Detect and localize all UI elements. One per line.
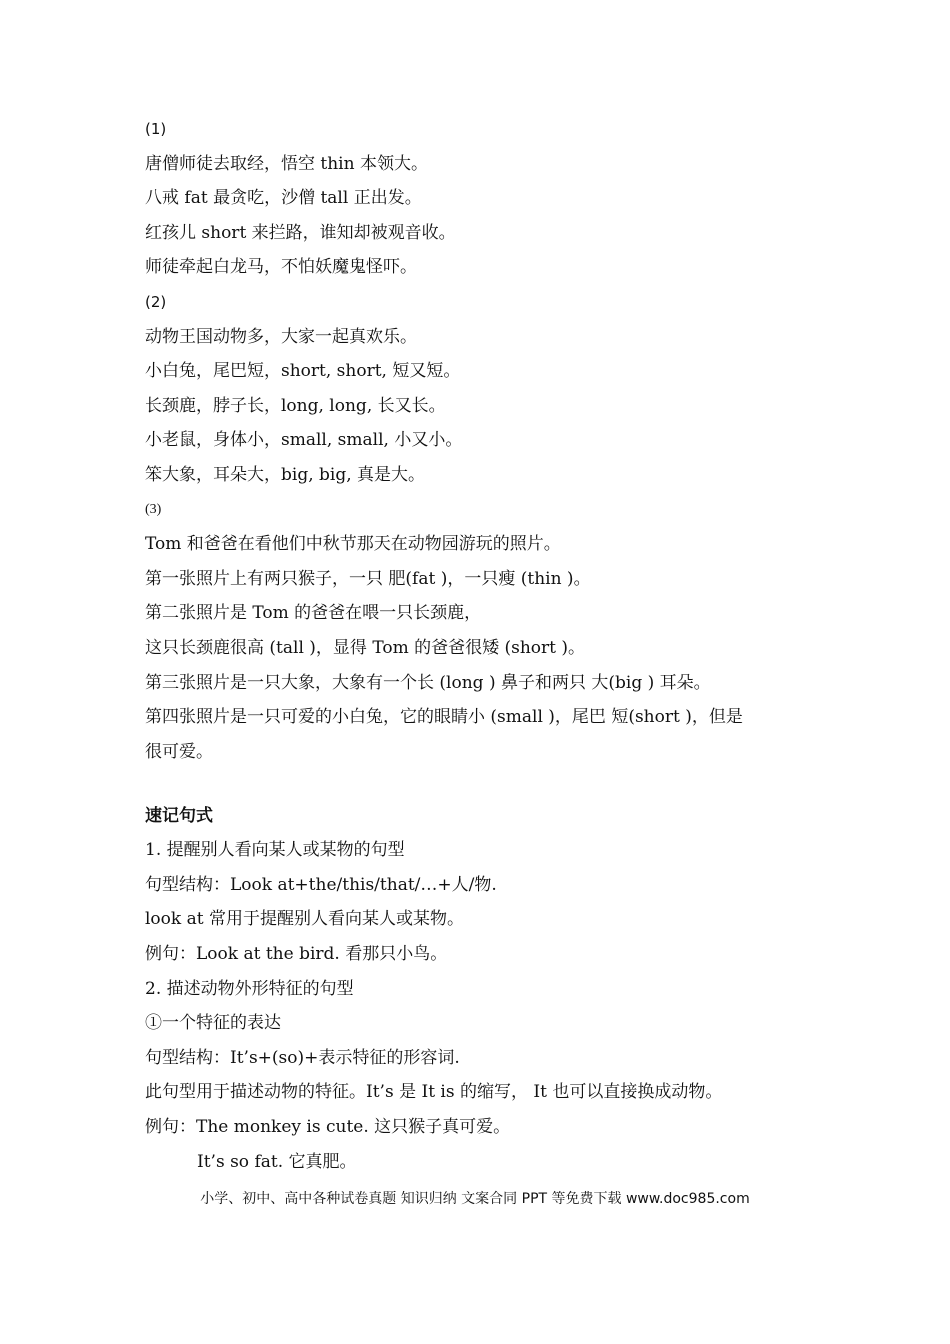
quick-line: look at 常用于提醒别人看向某人或某物。 [145,909,464,930]
section-3-line: 第三张照片是一只大象，大象有一个长 (long ) 鼻子和两只 大(big ) 耳朵。 [145,672,711,693]
section-3-line: 第四张照片是一只可爱的小白兔，它的眼睛小 (small )，尾巴 短(short )，但是 [145,707,743,728]
section-1-marker: (1) [145,120,167,138]
section-spacer [145,769,825,799]
section-1-line: 八戒 fat 最贪吃，沙僧 tall 正出发。 [145,188,422,209]
quick-indented-line: It’s so fat. 它真肥。 [197,1151,357,1172]
section-2-line: 长颈鹿，脖子长，long, long, 长又长。 [145,395,446,416]
section-3-marker: (3) [145,501,162,517]
section-3-line: 第一张照片上有两只猴子，一只 肥(fat )，一只瘦 (thin )。 [145,568,591,589]
document-body [145,112,825,1179]
quick-line: 此句型用于描述动物的特征。It’s 是 It is 的缩写， It 也可以直接换成动物。 [145,1082,723,1103]
quick-line: 句型结构：Look at+the/this/that/…+人/物. [145,874,497,895]
quick-line: 例句：The monkey is cute. 这只猴子真可爱。 [145,1117,511,1138]
section-1-line: 师徒牵起白龙马，不怕妖魔鬼怪吓。 [145,257,417,278]
section-2-line: 笨大象，耳朵大，big, big, 真是大。 [145,464,426,485]
quick-line: 2. 描述动物外形特征的句型 [145,978,354,999]
section-2-line: 小老鼠，身体小，small, small, 小又小。 [145,430,463,451]
section-1-line: 红孩儿 short 来拦路，谁知却被观音收。 [145,222,456,243]
page-footer: 小学、初中、高中各种试卷真题 知识归纳 文案合同 PPT 等免费下载 www.doc985.com [200,1191,750,1207]
quick-sentence-heading: 速记句式 [145,806,213,827]
section-2-line: 小白兔，尾巴短，short, short, 短又短。 [145,361,461,382]
section-3-line: 这只长颈鹿很高 (tall )，显得 Tom 的爸爸很矮 (short )。 [145,637,586,658]
section-2-marker: (2) [145,292,167,311]
section-1-line: 唐僧师徒去取经，悟空 thin 本领大。 [145,153,428,174]
section-2-line: 动物王国动物多，大家一起真欢乐。 [145,326,417,347]
quick-line: ①一个特征的表达 [145,1013,281,1034]
section-3-line: 很可爱。 [145,741,213,762]
section-3-line: Tom 和爸爸在看他们中秋节那天在动物园游玩的照片。 [145,534,561,555]
quick-line: 句型结构：It’s+(so)+表示特征的形容词. [145,1047,460,1068]
quick-line: 例句：Look at the bird. 看那只小鸟。 [145,944,448,965]
section-3-line: 第二张照片是 Tom 的爸爸在喂一只长颈鹿， [145,603,482,624]
quick-line: 1. 提醒别人看向某人或某物的句型 [145,840,405,861]
